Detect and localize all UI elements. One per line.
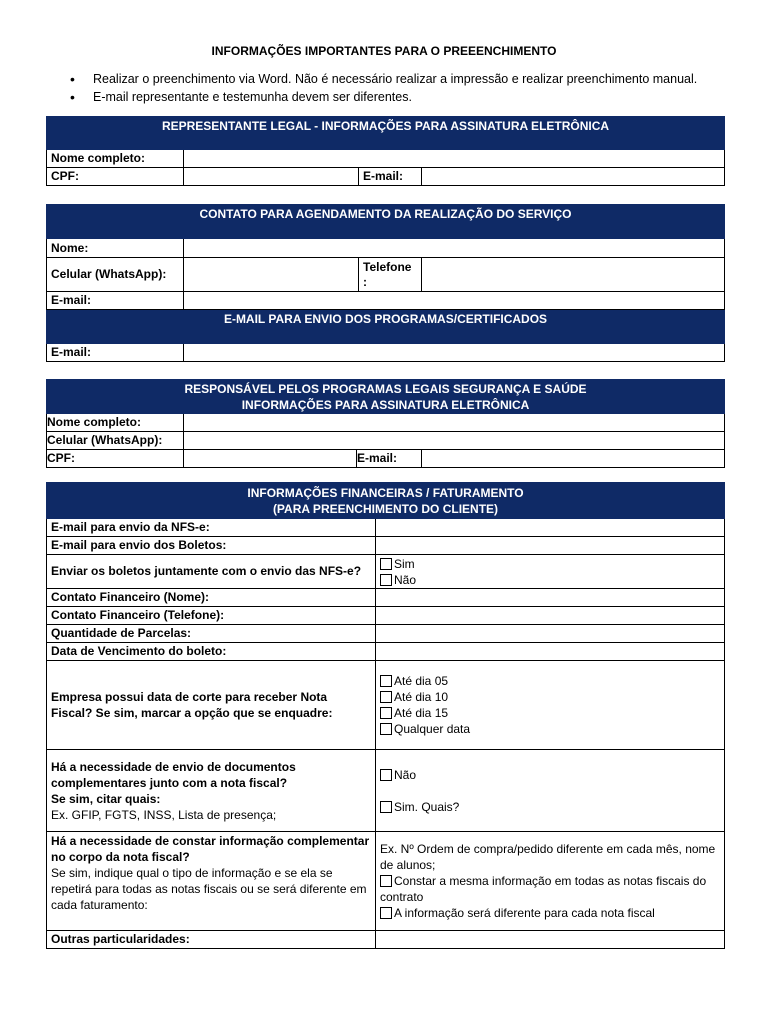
nome-label: Nome completo: bbox=[47, 414, 184, 432]
info-example: Ex. Nº Ordem de compra/pedido diferente em cada mês, nome de alunos; bbox=[380, 842, 716, 872]
contato-telefone-field[interactable] bbox=[376, 607, 725, 625]
option-sim-quais[interactable]: Sim. Quais? bbox=[380, 799, 720, 815]
contato-telefone-label: Contato Financeiro (Telefone): bbox=[47, 607, 376, 625]
envio-email-label: E-mail: bbox=[47, 344, 184, 362]
option-mesma-informacao[interactable]: Constar a mesma informação em todas as notas fiscais do contrato bbox=[380, 874, 707, 904]
telefone-label bbox=[359, 258, 422, 292]
email-label: E-mail: bbox=[359, 168, 422, 186]
celular-label: Celular (WhatsApp): bbox=[47, 258, 184, 292]
boletos-field[interactable] bbox=[376, 537, 725, 555]
option-ate-10[interactable]: Até dia 10 bbox=[380, 689, 720, 705]
juntos-options bbox=[376, 555, 725, 589]
corte-label: Empresa possui data de corte para receber Nota Fiscal? Se sim, marcar a opção que se enquadre: bbox=[47, 661, 376, 750]
celular-field[interactable] bbox=[184, 432, 725, 450]
outras-label: Outras particularidades: bbox=[47, 931, 376, 949]
email-field[interactable] bbox=[422, 450, 725, 468]
option-informacao-diferente[interactable]: A informação será diferente para cada nota fiscal bbox=[380, 905, 720, 921]
boletos-label: E-mail para envio dos Boletos: bbox=[47, 537, 376, 555]
option-nao[interactable]: Não bbox=[380, 572, 720, 588]
option-sim[interactable]: Sim bbox=[380, 556, 720, 572]
cpf-field[interactable] bbox=[184, 450, 357, 468]
telefone-label-colon: : bbox=[363, 274, 367, 289]
cpf-field[interactable] bbox=[184, 168, 359, 186]
checkbox[interactable] bbox=[380, 574, 392, 586]
email-field[interactable] bbox=[422, 168, 725, 186]
checkbox[interactable] bbox=[380, 875, 392, 887]
checkbox[interactable] bbox=[380, 769, 392, 781]
vencimento-label: Data de Vencimento do boleto: bbox=[47, 643, 376, 661]
cpf-label: CPF: bbox=[47, 450, 184, 468]
representante-legal-table bbox=[46, 116, 725, 186]
docs-instruction: Se sim, citar quais: bbox=[51, 791, 161, 806]
section-header-line2: INFORMAÇÕES PARA ASSINATURA ELETRÔNICA bbox=[241, 397, 530, 412]
checkbox[interactable] bbox=[380, 558, 392, 570]
instructions-list bbox=[70, 71, 740, 107]
checkbox[interactable] bbox=[380, 691, 392, 703]
info-instruction: Se sim, indique qual o tipo de informação e se ela se repetirá para todas as notas fiscais ou se será diferente em cada faturamento: bbox=[51, 866, 367, 912]
contato-nome-field[interactable] bbox=[376, 589, 725, 607]
option-qualquer-data[interactable]: Qualquer data bbox=[380, 721, 720, 737]
section-header bbox=[47, 380, 725, 414]
docs-question: Há a necessidade de envio de documentos complementares junto com a nota fiscal? bbox=[51, 759, 296, 790]
section-header-line1: INFORMAÇÕES FINANCEIRAS / FATURAMENTO bbox=[247, 485, 524, 500]
vencimento-field[interactable] bbox=[376, 643, 725, 661]
info-label bbox=[47, 832, 376, 931]
email-field[interactable] bbox=[184, 292, 725, 310]
checkbox[interactable] bbox=[380, 707, 392, 719]
section-header-line2: (PARA PREENCHIMENTO DO CLIENTE) bbox=[272, 501, 499, 516]
celular-label: Celular (WhatsApp): bbox=[47, 432, 184, 450]
corte-options bbox=[376, 661, 725, 750]
docs-example: Ex. GFIP, FGTS, INSS, Lista de presença; bbox=[51, 807, 277, 822]
section-header-line1: RESPONSÁVEL PELOS PROGRAMAS LEGAIS SEGURANÇA E SAÚDE bbox=[184, 381, 587, 396]
nome-label: Nome: bbox=[47, 239, 184, 258]
telefone-label-text: Telefone bbox=[363, 259, 412, 274]
section-header: REPRESENTANTE LEGAL - INFORMAÇÕES PARA ASSINATURA ELETRÔNICA bbox=[47, 117, 725, 150]
nome-field[interactable] bbox=[184, 414, 725, 432]
info-question: Há a necessidade de constar informação complementar no corpo da nota fiscal? bbox=[51, 834, 370, 864]
page-title: INFORMAÇÕES IMPORTANTES PARA O PREEENCHIMENTO bbox=[211, 44, 557, 58]
nome-field[interactable] bbox=[184, 239, 725, 258]
docs-options bbox=[376, 750, 725, 832]
checkbox[interactable] bbox=[380, 675, 392, 687]
telefone-field[interactable] bbox=[422, 258, 725, 292]
email-label: E-mail: bbox=[47, 292, 184, 310]
outras-field[interactable] bbox=[376, 931, 725, 949]
parcelas-label: Quantidade de Parcelas: bbox=[47, 625, 376, 643]
nfse-field[interactable] bbox=[376, 519, 725, 537]
juntos-label: Enviar os boletos juntamente com o envio das NFS-e? bbox=[47, 555, 376, 589]
contato-nome-label: Contato Financeiro (Nome): bbox=[47, 589, 376, 607]
celular-field[interactable] bbox=[184, 258, 359, 292]
checkbox[interactable] bbox=[380, 723, 392, 735]
checkbox[interactable] bbox=[380, 801, 392, 813]
nfse-label: E-mail para envio da NFS-e: bbox=[47, 519, 376, 537]
financeiro-table bbox=[46, 482, 725, 949]
parcelas-field[interactable] bbox=[376, 625, 725, 643]
responsavel-table bbox=[46, 379, 725, 468]
section-header: CONTATO PARA AGENDAMENTO DA REALIZAÇÃO DO SERVIÇO bbox=[47, 205, 725, 239]
envio-email-field[interactable] bbox=[184, 344, 725, 362]
nome-field[interactable] bbox=[184, 150, 725, 168]
section-header bbox=[47, 483, 725, 519]
option-ate-15[interactable]: Até dia 15 bbox=[380, 705, 720, 721]
cpf-label: CPF: bbox=[47, 168, 184, 186]
nome-label: Nome completo: bbox=[47, 150, 184, 168]
option-nao[interactable]: Não bbox=[380, 767, 720, 783]
docs-label bbox=[47, 750, 376, 832]
section-header: E-MAIL PARA ENVIO DOS PROGRAMAS/CERTIFICADOS bbox=[47, 310, 725, 344]
info-options bbox=[376, 832, 725, 931]
email-label: E-mail: bbox=[357, 450, 422, 468]
instruction-item: • Realizar o preenchimento via Word. Não é necessário realizar a impressão e realizar preenchimento manual. bbox=[70, 71, 740, 89]
contato-table bbox=[46, 204, 725, 362]
option-ate-05[interactable]: Até dia 05 bbox=[380, 673, 720, 689]
instruction-item: • E-mail representante e testemunha devem ser diferentes. bbox=[70, 89, 740, 107]
checkbox[interactable] bbox=[380, 907, 392, 919]
